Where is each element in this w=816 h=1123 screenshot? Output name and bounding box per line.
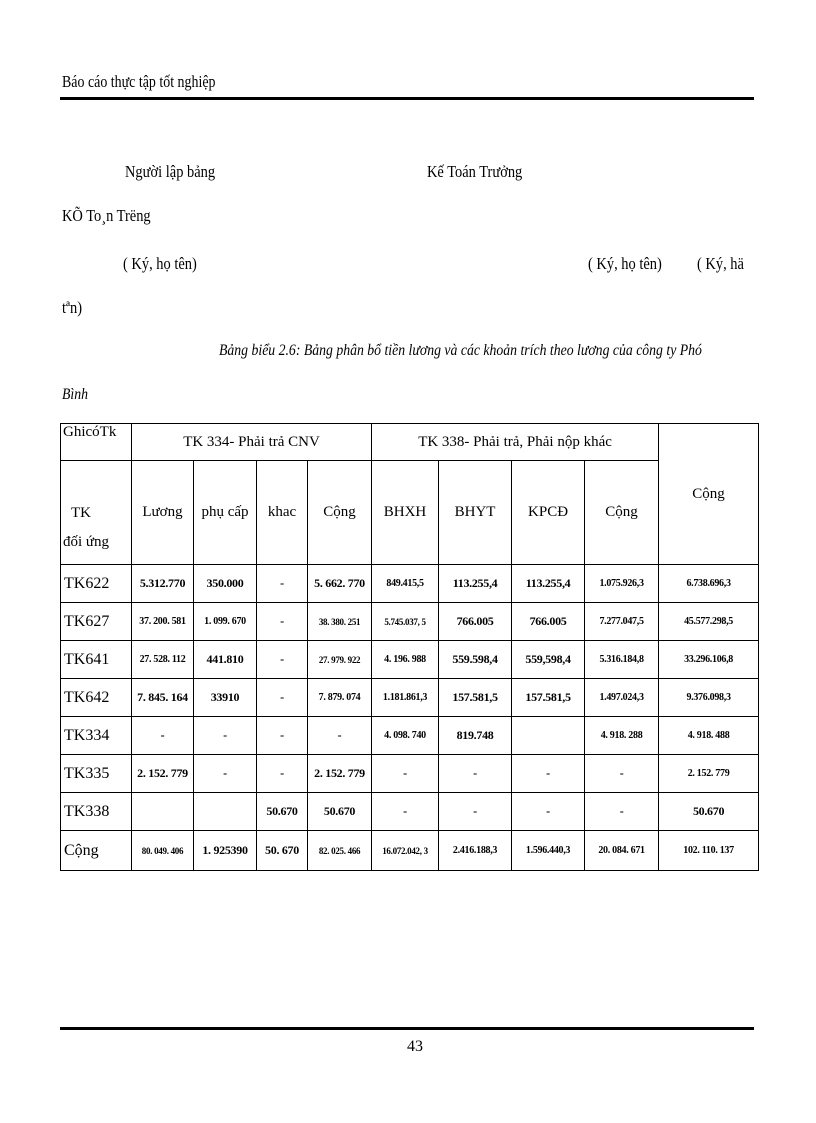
cell-kpcd: 1.596.440,3 [512,831,585,871]
cell-kpcd: 766.005 [512,603,585,641]
cell-bhyt: 113.255,4 [439,565,512,603]
cell-bhxh: - [372,793,439,831]
cell-kpcd [512,717,585,755]
row-label: TK642 [61,679,132,717]
cell-bhxh: 5.745.037, 5 [372,603,439,641]
table-row [61,603,759,641]
cell-bhxh: 4. 196. 988 [372,641,439,679]
row-label: TK627 [61,603,132,641]
cell-total: 102. 110. 137 [659,831,759,871]
cell-cong-338: 1.075.926,3 [585,565,659,603]
cell-total: 2. 152. 779 [659,755,759,793]
signature-preparer: Người lập bảng [125,162,216,181]
cell-cong-334: 27. 979. 922 [308,641,372,679]
cell-khac: - [257,755,308,793]
cell-bhyt: 819.748 [439,717,512,755]
cell-luong: 7. 845. 164 [132,679,194,717]
cell-phu-cap: 1. 099. 670 [194,603,257,641]
row-label: TK335 [61,755,132,793]
corner-tk-label: TK [71,504,91,521]
cell-khac: - [257,717,308,755]
row-label: TK622 [61,565,132,603]
col-header-cong-334: Cộng [308,461,372,565]
col-header-bhyt: BHYT [439,461,512,565]
col-header-cong-338: Cộng [585,461,659,565]
cell-khac: - [257,641,308,679]
col-header-kpcd: KPCĐ [512,461,585,565]
table-row [61,565,759,603]
group-header-tk334: TK 334- Phải trả CNV [132,424,372,461]
table-caption-line2: Bình [62,386,88,403]
signature-director-garbled: KÕ To¸n Trëng [62,206,151,225]
header-rule [60,97,754,100]
cell-cong-338: 20. 084. 671 [585,831,659,871]
cell-kpcd: 113.255,4 [512,565,585,603]
cell-luong: 27. 528. 112 [132,641,194,679]
row-label: TK641 [61,641,132,679]
row-label: Cộng [61,831,132,871]
cell-total: 6.738.696,3 [659,565,759,603]
signature-note-1: ( Ký, họ tên) [123,254,197,273]
row-label: TK338 [61,793,132,831]
cell-luong: 2. 152. 779 [132,755,194,793]
cell-cong-338: - [585,793,659,831]
signature-note-3-cont: tªn) [62,298,83,317]
corner-counterpart-label: đối ứng [63,533,110,550]
cell-bhxh: 16.072.042, 3 [372,831,439,871]
cell-cong-338: 4. 918. 288 [585,717,659,755]
cell-khac: 50. 670 [257,831,308,871]
cell-phu-cap: 1. 925390 [194,831,257,871]
cell-bhyt: - [439,793,512,831]
cell-kpcd: 559,598,4 [512,641,585,679]
report-header-title: Báo cáo thực tập tốt nghiệp [62,72,216,91]
footer-rule [60,1027,754,1030]
cell-cong-338: 1.497.024,3 [585,679,659,717]
signature-note-3: ( Ký, hä [697,254,744,273]
cell-luong: - [132,717,194,755]
table-row [61,755,759,793]
table-row [61,717,759,755]
cell-bhyt: 766.005 [439,603,512,641]
table-row [61,641,759,679]
cell-luong: 5.312.770 [132,565,194,603]
page-number: 43 [407,1038,423,1055]
col-header-phu-cap: phụ cấp [194,461,257,565]
cell-cong-334: 50.670 [308,793,372,831]
cell-phu-cap [194,793,257,831]
table-caption-line1: Bảng biểu 2.6: Bảng phân bổ tiền lương và các khoản trích theo lương của công ty Phó [219,342,702,359]
col-header-bhxh: BHXH [372,461,439,565]
cell-cong-334: 82. 025. 466 [308,831,372,871]
cell-cong-338: 7.277.047,5 [585,603,659,641]
cell-phu-cap: 33910 [194,679,257,717]
cell-phu-cap: - [194,755,257,793]
table-row [61,793,759,831]
cell-total: 45.577.298,5 [659,603,759,641]
cell-bhyt: 2.416.188,3 [439,831,512,871]
salary-allocation-table [60,423,759,871]
cell-bhyt: 559.598,4 [439,641,512,679]
cell-kpcd: - [512,793,585,831]
cell-phu-cap: - [194,717,257,755]
cell-kpcd: 157.581,5 [512,679,585,717]
cell-total: 50.670 [659,793,759,831]
cell-phu-cap: 350.000 [194,565,257,603]
table-row [61,679,759,717]
cell-cong-334: 38. 380. 251 [308,603,372,641]
corner-header-bottom [61,461,132,565]
cell-total: 4. 918. 488 [659,717,759,755]
cell-bhxh: 4. 098. 740 [372,717,439,755]
cell-bhyt: 157.581,5 [439,679,512,717]
signature-note-2: ( Ký, họ tên) [588,254,662,273]
cell-total: 9.376.098,3 [659,679,759,717]
cell-cong-338: 5.316.184,8 [585,641,659,679]
total-column-header: Cộng [659,424,759,565]
cell-khac: - [257,565,308,603]
col-header-khac: khac [257,461,308,565]
cell-bhxh: - [372,755,439,793]
signature-chief-accountant: Kế Toán Trưởng [427,162,523,181]
cell-khac: - [257,603,308,641]
col-header-luong: Lương [132,461,194,565]
cell-phu-cap: 441.810 [194,641,257,679]
group-header-tk338: TK 338- Phải trả, Phải nộp khác [372,424,659,461]
cell-cong-334: 7. 879. 074 [308,679,372,717]
cell-kpcd: - [512,755,585,793]
cell-khac: 50.670 [257,793,308,831]
cell-bhxh: 849.415,5 [372,565,439,603]
table-row-total [61,831,759,871]
cell-bhyt: - [439,755,512,793]
cell-cong-334: 5. 662. 770 [308,565,372,603]
cell-cong-334: 2. 152. 779 [308,755,372,793]
cell-cong-334: - [308,717,372,755]
row-label: TK334 [61,717,132,755]
cell-luong: 37. 200. 581 [132,603,194,641]
cell-cong-338: - [585,755,659,793]
cell-bhxh: 1.181.861,3 [372,679,439,717]
corner-header-top: GhicóTk [61,424,132,461]
cell-luong: 80. 049. 406 [132,831,194,871]
cell-khac: - [257,679,308,717]
cell-total: 33.296.106,8 [659,641,759,679]
cell-luong [132,793,194,831]
